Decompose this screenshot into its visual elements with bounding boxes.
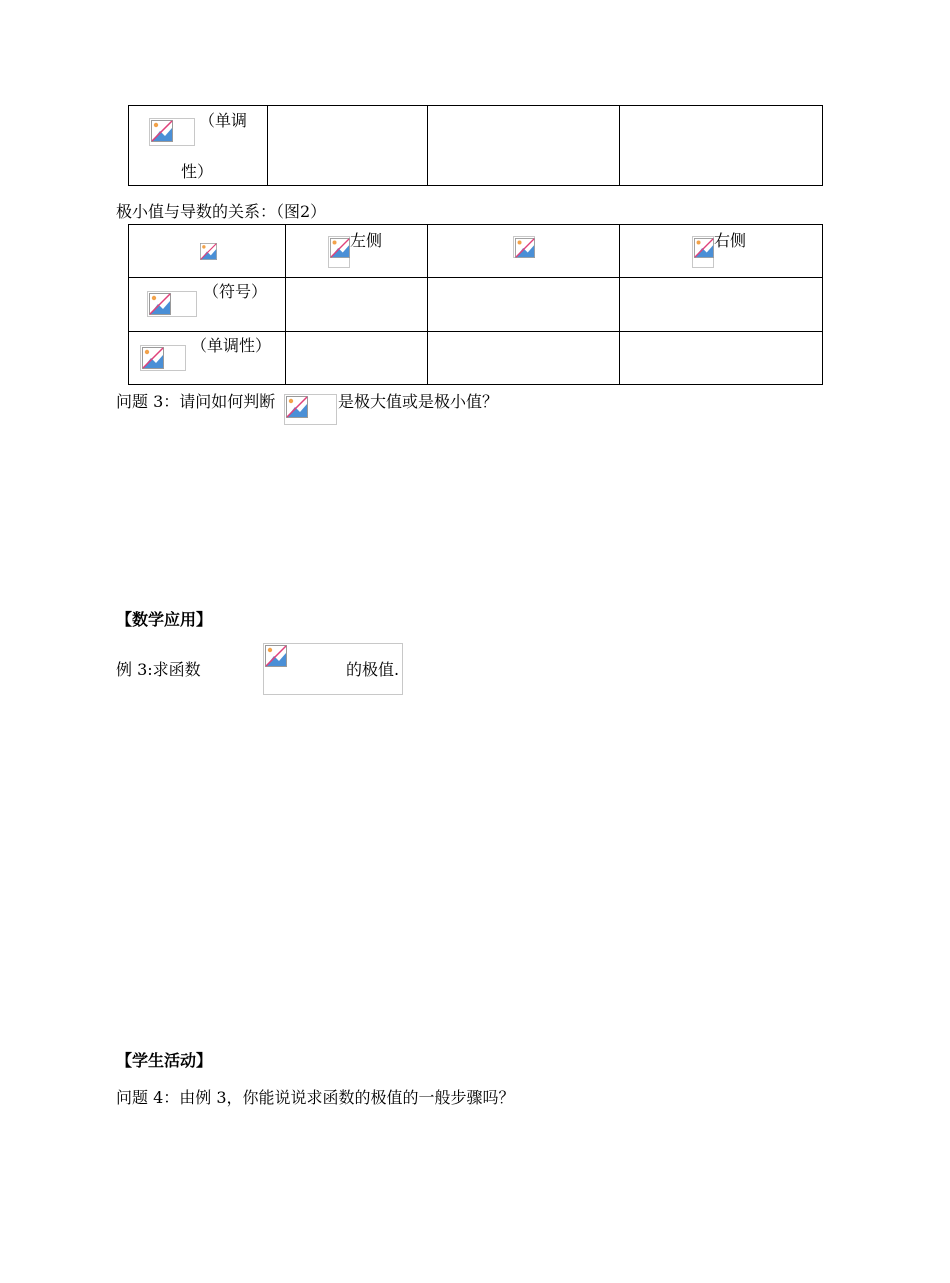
row-label-sign: （符号） <box>203 282 268 302</box>
header-cell <box>129 225 286 278</box>
question-4: 问题 4：由例 3，你能说说求函数的极值的一般步骤吗？ <box>116 1088 515 1107</box>
minimum-derivative-table <box>128 224 823 385</box>
question-3-suffix: 是极大值或是极小值？ <box>338 392 499 411</box>
section-min-title: 极小值与导数的关系：（图2） <box>116 202 327 221</box>
row-label-monotonicity: （单调性） <box>191 335 272 355</box>
broken-image-icon <box>200 243 218 261</box>
table-cell <box>428 331 620 384</box>
broken-image-icon <box>513 236 535 258</box>
table-cell <box>620 331 823 384</box>
broken-image-icon <box>149 118 195 146</box>
table-cell <box>129 106 268 186</box>
row-label-cell <box>129 278 286 331</box>
table-cell <box>428 278 620 331</box>
row-label-monotonicity-part1: （单调 <box>199 111 248 130</box>
math-application-heading: 【数学应用】 <box>116 610 213 629</box>
example-3-prefix: 例 3:求函数 <box>116 660 201 679</box>
table-cell <box>286 278 428 331</box>
student-activity-heading: 【学生活动】 <box>116 1051 213 1070</box>
example-3-suffix: 的极值. <box>346 660 400 679</box>
header-cell <box>428 225 620 278</box>
header-cell <box>620 225 823 278</box>
table-cell <box>428 106 620 186</box>
broken-image-icon <box>147 291 197 317</box>
broken-image-icon <box>328 236 350 268</box>
header-left-side: 左侧 <box>350 231 383 250</box>
broken-image-icon <box>692 236 714 268</box>
monotonicity-table-top <box>128 105 823 186</box>
row-label-monotonicity-part2: 性） <box>181 162 214 181</box>
broken-image-icon <box>140 345 186 371</box>
question-3-prefix: 问题 3：请问如何判断 <box>116 392 276 411</box>
table-cell <box>286 331 428 384</box>
header-right-side: 右侧 <box>714 231 747 250</box>
table-cell <box>268 106 428 186</box>
header-cell <box>286 225 428 278</box>
broken-image-icon <box>284 394 337 425</box>
row-label-cell <box>129 331 286 384</box>
table-cell <box>620 278 823 331</box>
table-cell <box>620 106 823 186</box>
